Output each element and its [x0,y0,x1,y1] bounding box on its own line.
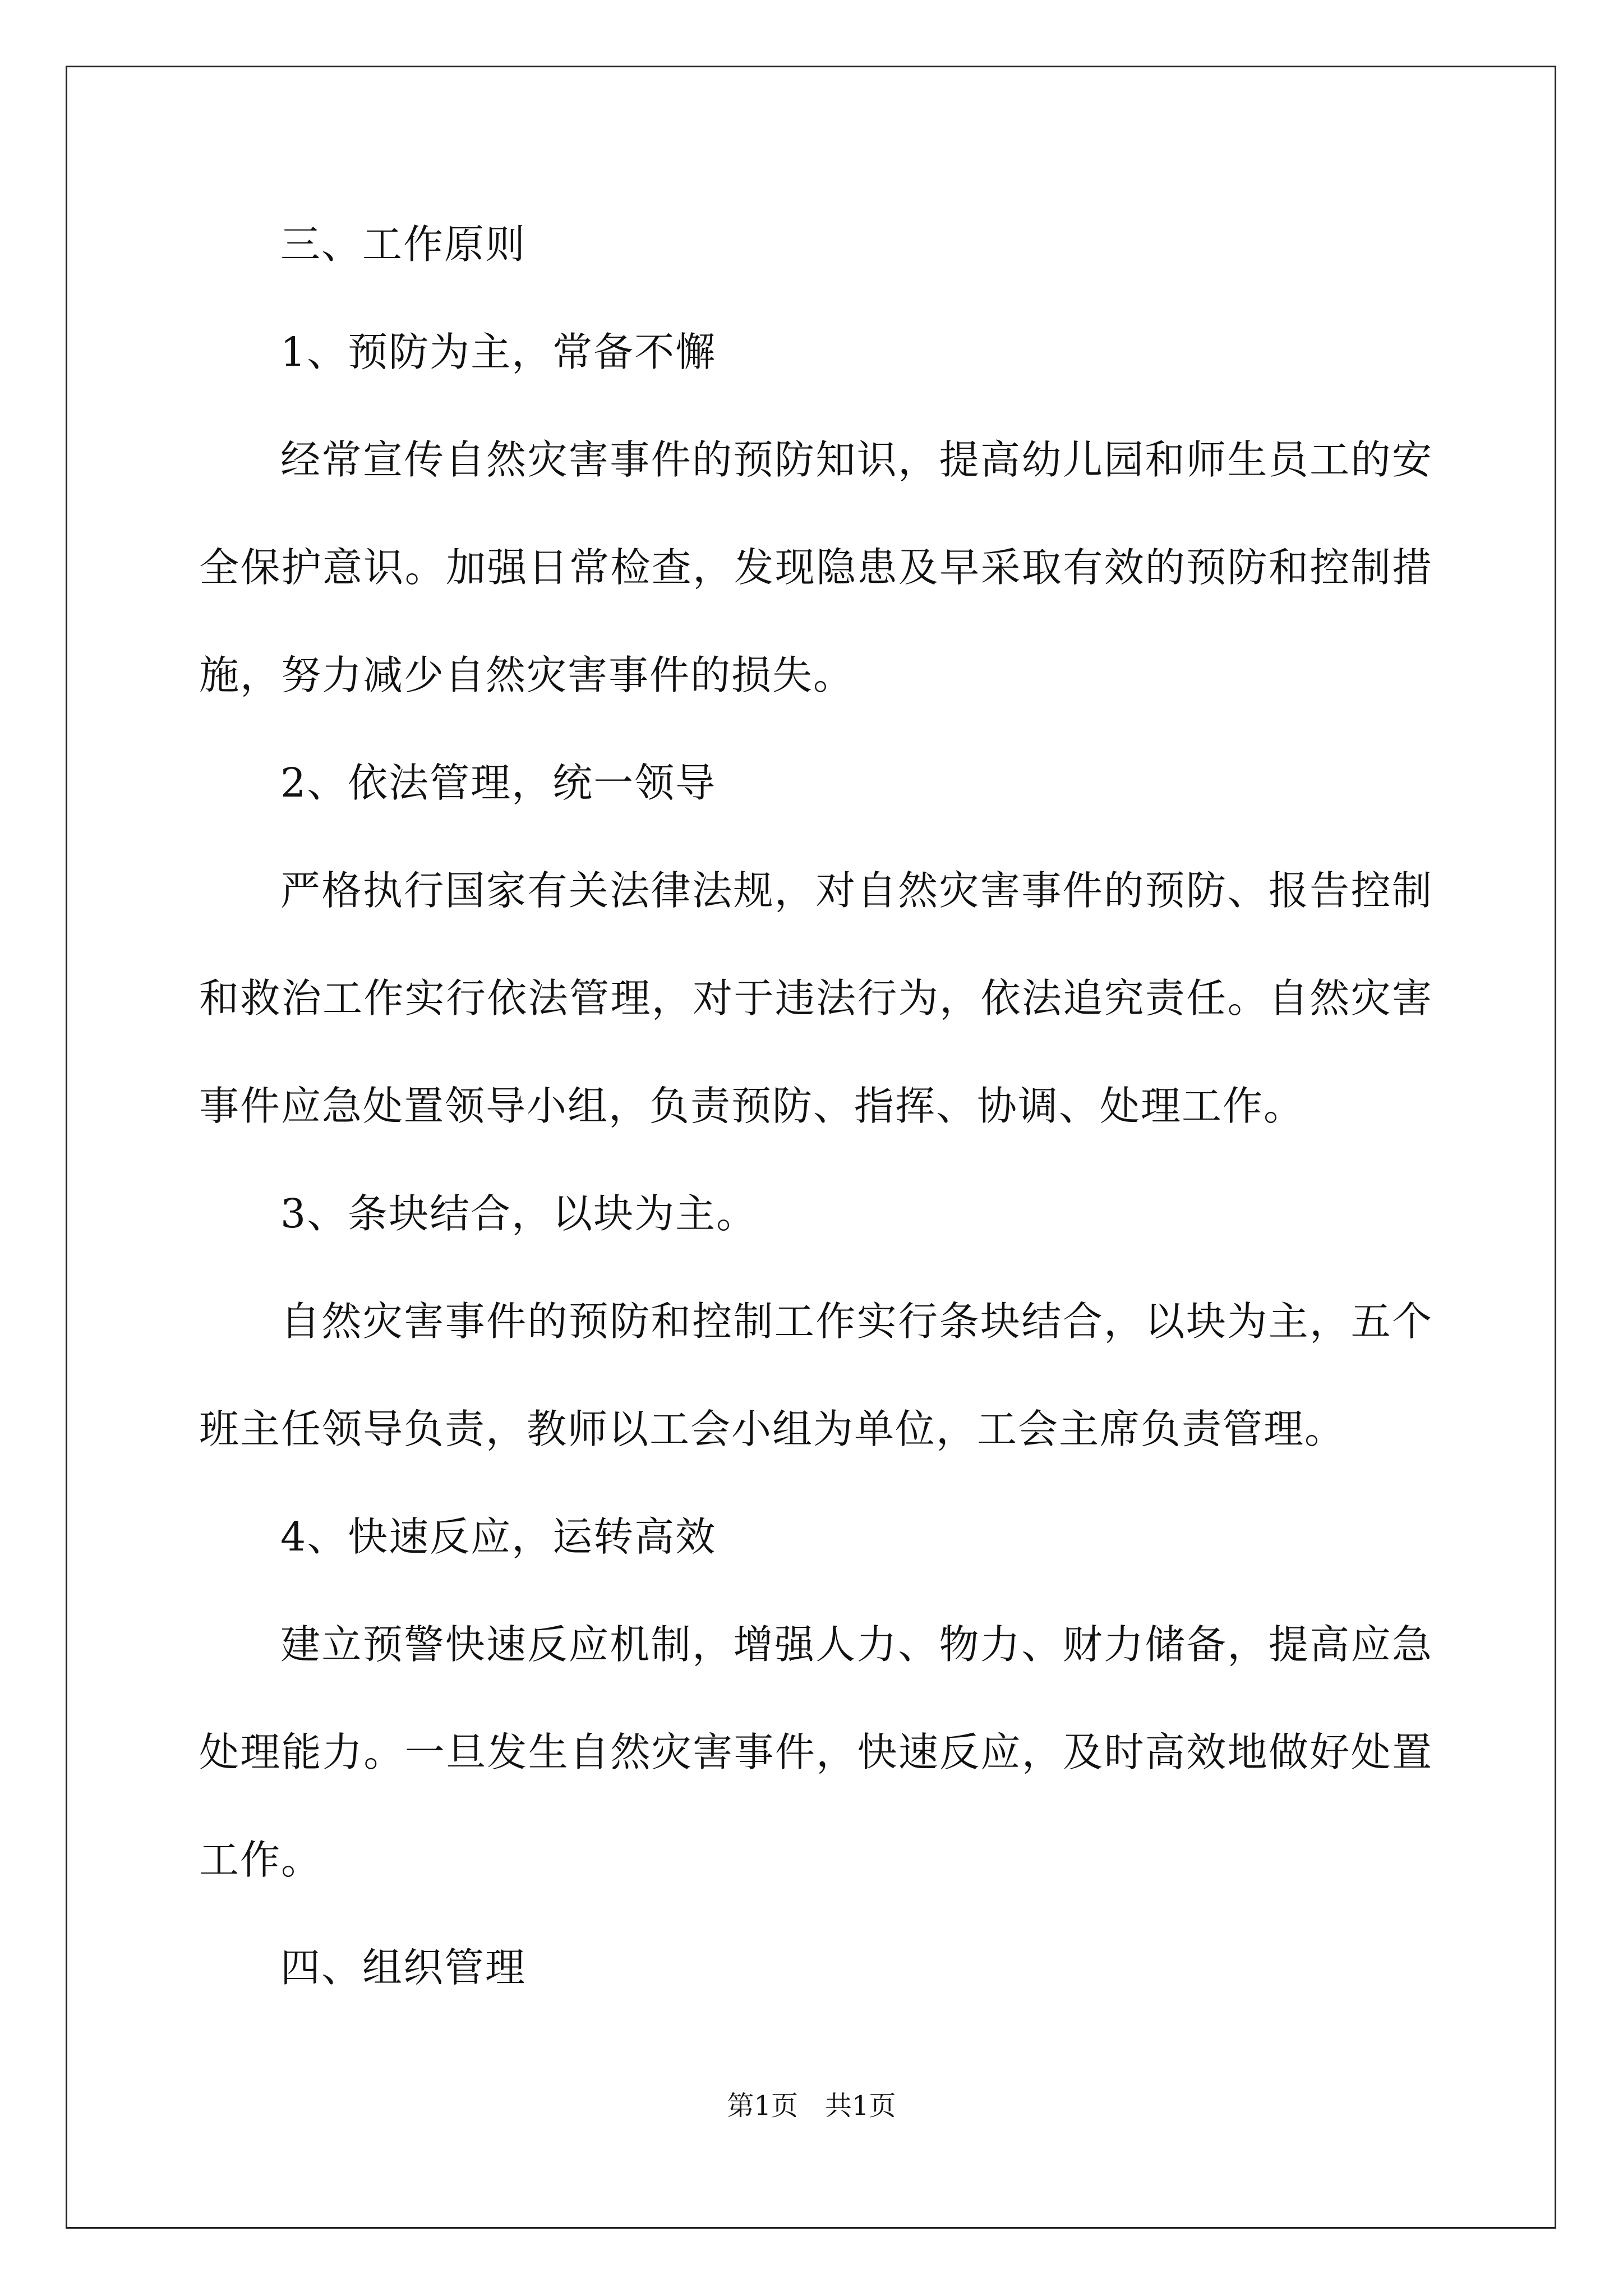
page-border [66,66,1556,2229]
subheading: 1、预防为主，常备不懈 [280,329,717,375]
paragraph-line: 班主任领导负责，教师以工会小组为单位，工会主席负责管理。 [199,1406,1346,1452]
paragraph-line: 自然灾害事件的预防和控制工作实行条块结合，以块为主，五个 [280,1298,1433,1345]
subheading: 2、依法管理，统一领导 [280,760,717,806]
paragraph-line: 事件应急处置领导小组，负责预防、指挥、协调、处理工作。 [199,1083,1305,1129]
paragraph-line: 建立预警快速反应机制，增强人力、物力、财力储备，提高应急 [280,1621,1433,1668]
paragraph-line: 经常宣传自然灾害事件的预防知识，提高幼儿园和师生员工的安 [280,436,1433,483]
subheading: 4、快速反应，运转高效 [280,1513,717,1560]
section-heading: 四、组织管理 [280,1944,527,1991]
paragraph-line: 处理能力。一旦发生自然灾害事件，快速反应，及时高效地做好处置 [199,1729,1433,1775]
subheading: 3、条块结合，以块为主。 [280,1190,758,1237]
page-footer: 第1页 共1页 [727,2090,896,2122]
paragraph-line: 工作。 [199,1837,322,1883]
section-heading: 三、工作原则 [280,221,527,268]
paragraph-line: 严格执行国家有关法律法规，对自然灾害事件的预防、报告控制 [280,867,1433,914]
paragraph-line: 施，努力减少自然灾害事件的损失。 [199,652,855,698]
paragraph-line: 和救治工作实行依法管理，对于违法行为，依法追究责任。自然灾害 [199,975,1433,1022]
paragraph-line: 全保护意识。加强日常检查，发现隐患及早采取有效的预防和控制措 [199,544,1433,591]
